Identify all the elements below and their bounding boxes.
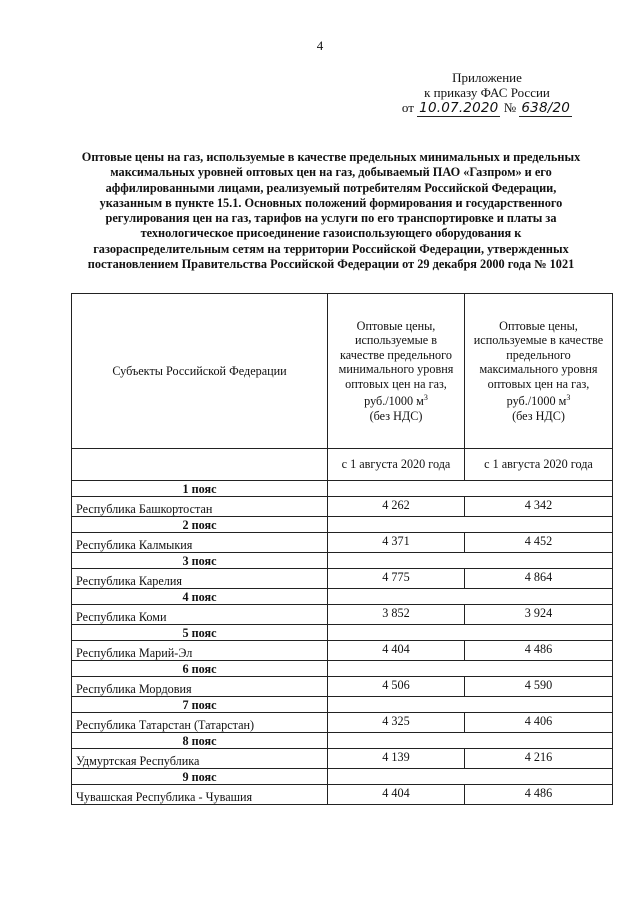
region-name: Республика Мордовия — [72, 677, 328, 697]
zone-row — [72, 769, 613, 785]
min-price: 4 775 — [328, 569, 465, 589]
table-header-row — [72, 294, 613, 449]
zone-empty-cell — [328, 733, 613, 749]
table-row — [72, 785, 613, 805]
zone-label: 2 пояс — [72, 517, 328, 533]
min-price: 4 371 — [328, 533, 465, 553]
max-price: 4 486 — [465, 785, 613, 805]
table-row — [72, 605, 613, 625]
title-line: указанным в пункте 15.1. Основных положений формирования и государственного — [99, 195, 563, 210]
max-price: 4 342 — [465, 497, 613, 517]
zone-label: 7 пояс — [72, 697, 328, 713]
table-row — [72, 677, 613, 697]
zone-label: 5 пояс — [72, 625, 328, 641]
zone-empty-cell — [328, 697, 613, 713]
max-price: 4 406 — [465, 713, 613, 733]
min-price: 4 262 — [328, 497, 465, 517]
region-name: Республика Татарстан (Татарстан) — [72, 713, 328, 733]
max-price: 4 864 — [465, 569, 613, 589]
table-row — [72, 569, 613, 589]
max-price: 4 486 — [465, 641, 613, 661]
date-empty-cell — [72, 449, 328, 481]
price-table — [71, 293, 613, 805]
table-date-row — [72, 449, 613, 481]
header-subjects: Субъекты Российской Федерации — [72, 294, 328, 449]
zone-empty-cell — [328, 553, 613, 569]
zone-empty-cell — [328, 481, 613, 497]
zone-empty-cell — [328, 661, 613, 677]
table-row — [72, 641, 613, 661]
region-name: Республика Марий-Эл — [72, 641, 328, 661]
zone-row — [72, 517, 613, 533]
title-line: постановлением Правительства Российской Федерации от 29 декабря 2000 года № 1021 — [87, 257, 575, 272]
annex-block — [392, 70, 582, 116]
annex-from-label: от — [401, 100, 414, 115]
title-line: Оптовые цены на газ, используемые в качестве предельных минимальных и предельных — [81, 150, 581, 164]
region-name: Республика Калмыкия — [72, 533, 328, 553]
zone-row — [72, 553, 613, 569]
annex-date-number — [392, 100, 582, 116]
zone-row — [72, 481, 613, 497]
annex-title: Приложение — [452, 70, 522, 85]
region-name: Республика Башкортостан — [72, 497, 328, 517]
zone-empty-cell — [328, 589, 613, 605]
header-min-price: Оптовые цены, используемые в качестве предельного минимального уровня оптовых цен на газ, руб./1000 $м^3$ (без НДС) — [328, 294, 465, 449]
region-name: Республика Карелия — [72, 569, 328, 589]
zone-row — [72, 661, 613, 677]
max-price: 4 452 — [465, 533, 613, 553]
min-price: 4 404 — [328, 641, 465, 661]
title-line: аффилированными лицами, реализуемый потребителям Российской Федерации, — [105, 180, 557, 195]
zone-label: 4 пояс — [72, 589, 328, 605]
zone-label: 9 пояс — [72, 769, 328, 785]
header-max-price: Оптовые цены, используемые в качестве предельного максимального уровня оптовых цен на газ, руб./1000 $м^3$ (без НДС) — [465, 294, 613, 449]
document-title — [62, 150, 600, 272]
date-min: с 1 августа 2020 года — [328, 449, 465, 481]
zone-label: 6 пояс — [72, 661, 328, 677]
table-row — [72, 497, 613, 517]
zone-empty-cell — [328, 625, 613, 641]
title-line: максимальных уровней оптовых цен на газ, добываемый ПАО «Газпром» и его — [110, 165, 552, 180]
zone-row — [72, 589, 613, 605]
annex-number: 638/20 — [521, 100, 571, 116]
title-line: технологическое присоединение газоиспользующего оборудования к — [140, 226, 522, 241]
max-price: 4 590 — [465, 677, 613, 697]
min-price: 4 506 — [328, 677, 465, 697]
zone-row — [72, 733, 613, 749]
zone-label: 3 пояс — [72, 553, 328, 569]
min-price: 3 852 — [328, 605, 465, 625]
title-line: регулирования цен на газ, тарифов на услуги по его транспортировке и платы за — [105, 211, 557, 226]
max-price: 3 924 — [465, 605, 613, 625]
max-price: 4 216 — [465, 749, 613, 769]
zone-row — [72, 697, 613, 713]
page-number: 4 — [316, 38, 324, 53]
region-name: Удмуртская Республика — [72, 749, 328, 769]
zone-empty-cell — [328, 769, 613, 785]
zone-empty-cell — [328, 517, 613, 533]
min-price: 4 139 — [328, 749, 465, 769]
zone-label: 8 пояс — [72, 733, 328, 749]
date-max: с 1 августа 2020 года — [465, 449, 613, 481]
region-name: Республика Коми — [72, 605, 328, 625]
annex-number-label: № — [503, 100, 517, 115]
min-price: 4 404 — [328, 785, 465, 805]
zone-label: 1 пояс — [72, 481, 328, 497]
table-row — [72, 749, 613, 769]
table-row — [72, 713, 613, 733]
annex-date: 10.07.2020 — [419, 100, 499, 116]
region-name: Чувашская Республика - Чувашия — [72, 785, 328, 805]
zone-row — [72, 625, 613, 641]
annex-order-ref: к приказу ФАС России — [424, 85, 550, 100]
table-row — [72, 533, 613, 553]
min-price: 4 325 — [328, 713, 465, 733]
title-line: газораспределительным сетям на территории Российской Федерации, утвержденных — [93, 241, 569, 256]
